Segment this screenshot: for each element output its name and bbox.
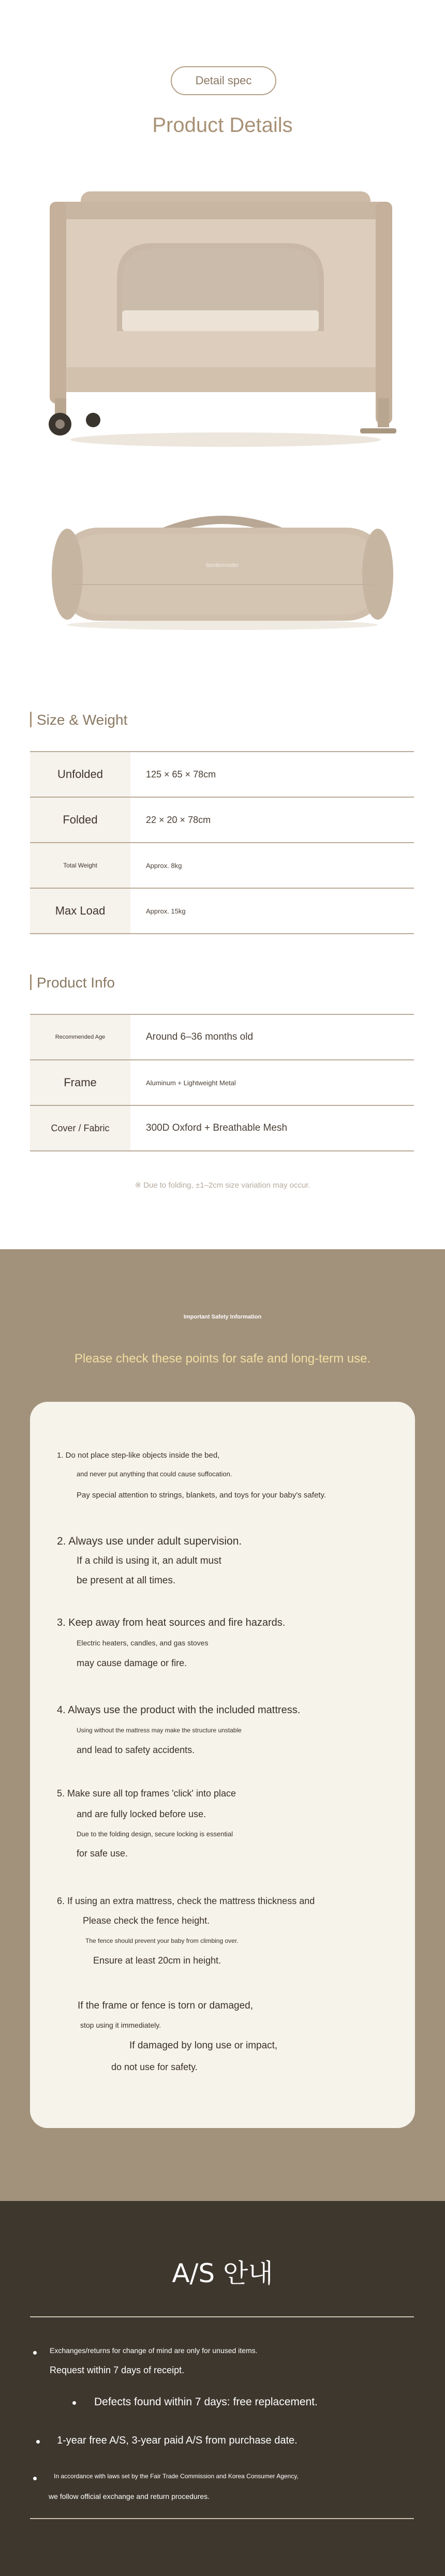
- safety-item-2-line-3: be present at all times.: [77, 1575, 176, 1586]
- spec-value: Approx. 8kg: [130, 843, 414, 888]
- safety-label: Important Safety Information: [183, 1314, 262, 1320]
- spec-label: Unfolded: [30, 752, 130, 797]
- table-row: [30, 1060, 414, 1105]
- safety-item-3-line-2: Electric heaters, candles, and gas stoves: [77, 1639, 209, 1647]
- table-row: [30, 752, 414, 797]
- as-title: A/S 안내: [172, 2258, 273, 2288]
- as-bullet: [72, 2401, 76, 2405]
- spec-label: Max Load: [30, 888, 130, 934]
- safety-item-5-line-2: and are fully locked before use.: [77, 1809, 206, 1819]
- safety-item-4-line-3: and lead to safety accidents.: [77, 1745, 195, 1755]
- size-variation-note: ※ Due to folding, ±1–2cm size variation may occur.: [135, 1181, 310, 1190]
- as-top-divider: [30, 2316, 414, 2317]
- safety-subtitle: Please check these points for safe and long-term use.: [74, 1352, 371, 1366]
- bag-logo: bordermoder: [206, 562, 239, 568]
- spec-label: Frame: [30, 1060, 130, 1105]
- spec-label: Cover / Fabric: [30, 1105, 130, 1151]
- as-item-2-line-1: Defects found within 7 days: free replacement.: [94, 2396, 318, 2408]
- safety-item-6-line-1: 6. If using an extra mattress, check the mattress thickness and: [57, 1896, 315, 1906]
- safety-item-1-line-3: Pay special attention to strings, blankets, and toys for your baby's safety.: [77, 1491, 327, 1500]
- page-title: Product Details: [152, 114, 293, 137]
- spec-value: Aluminum + Lightweight Metal: [130, 1060, 414, 1105]
- safety-item-2-line-2: If a child is using it, an adult must: [77, 1555, 221, 1566]
- spec-value: 125 × 65 × 78cm: [130, 752, 414, 797]
- as-item-3-line-1: 1-year free A/S, 3-year paid A/S from purchase date.: [57, 2435, 298, 2446]
- as-bullet: [36, 2440, 40, 2444]
- spec-value: Approx. 15kg: [130, 888, 414, 934]
- safety-item-5-line-4: for safe use.: [77, 1848, 128, 1859]
- product-info-heading: Product Info: [30, 975, 115, 991]
- safety-item-7-line-2: stop using it immediately.: [80, 2021, 161, 2029]
- safety-item-3-line-3: may cause damage or fire.: [77, 1658, 187, 1668]
- as-bullet: [33, 2351, 37, 2355]
- safety-item-7-line-3: If damaged by long use or impact,: [129, 2040, 278, 2051]
- as-item-1-line-2: Request within 7 days of receipt.: [50, 2365, 185, 2375]
- spec-label: Total Weight: [30, 843, 130, 888]
- detail-spec-pill: Detail spec: [171, 66, 276, 95]
- safety-item-2-line-1: 2. Always use under adult supervision.: [57, 1535, 242, 1547]
- safety-item-6-line-3: The fence should prevent your baby from climbing over.: [85, 1937, 239, 1944]
- as-bottom-divider: [30, 2518, 414, 2519]
- safety-item-5-line-1: 5. Make sure all top frames 'click' into place: [57, 1788, 236, 1799]
- carry-bag-image: [52, 507, 393, 631]
- table-row: [30, 843, 414, 888]
- safety-item-1-line-2: and never put anything that could cause suffocation.: [77, 1470, 232, 1478]
- safety-item-3-line-1: 3. Keep away from heat sources and fire hazards.: [57, 1617, 286, 1628]
- spec-value: Around 6–36 months old: [130, 1014, 414, 1060]
- spec-value: 22 × 20 × 78cm: [130, 797, 414, 843]
- as-item-4-line-1: In accordance with laws set by the Fair Trade Commission and Korea Consumer Agency,: [54, 2473, 299, 2480]
- safety-item-7-line-1: If the frame or fence is torn or damaged,: [78, 2000, 254, 2011]
- spec-value: 300D Oxford + Breathable Mesh: [130, 1105, 414, 1151]
- safety-item-5-line-3: Due to the folding design, secure locking is essential: [77, 1830, 233, 1838]
- size-weight-heading: Size & Weight: [30, 712, 127, 728]
- as-item-1-line-1: Exchanges/returns for change of mind are only for unused items.: [50, 2346, 258, 2355]
- table-row: [30, 888, 414, 934]
- safety-item-7-line-4: do not use for safety.: [111, 2062, 198, 2072]
- spec-label: Folded: [30, 797, 130, 843]
- table-row: [30, 1105, 414, 1151]
- size-weight-table: [30, 751, 414, 934]
- as-bullet: [33, 2477, 37, 2480]
- safety-item-4-line-2: Using without the mattress may make the structure unstable: [77, 1727, 242, 1734]
- spec-label: Recommended Age: [30, 1014, 130, 1060]
- safety-item-4-line-1: 4. Always use the product with the included mattress.: [57, 1704, 301, 1716]
- table-row: [30, 797, 414, 843]
- product-info-table: [30, 1014, 414, 1151]
- table-row: [30, 1014, 414, 1060]
- safety-item-1-line-1: 1. Do not place step-like objects inside the bed,: [57, 1451, 220, 1460]
- as-item-4-line-2: we follow official exchange and return procedures.: [49, 2492, 210, 2500]
- safety-item-6-line-2: Please check the fence height.: [83, 1915, 210, 1926]
- playard-image: [44, 181, 407, 450]
- safety-card: [30, 1402, 415, 2128]
- safety-item-6-line-4: Ensure at least 20cm in height.: [93, 1955, 221, 1966]
